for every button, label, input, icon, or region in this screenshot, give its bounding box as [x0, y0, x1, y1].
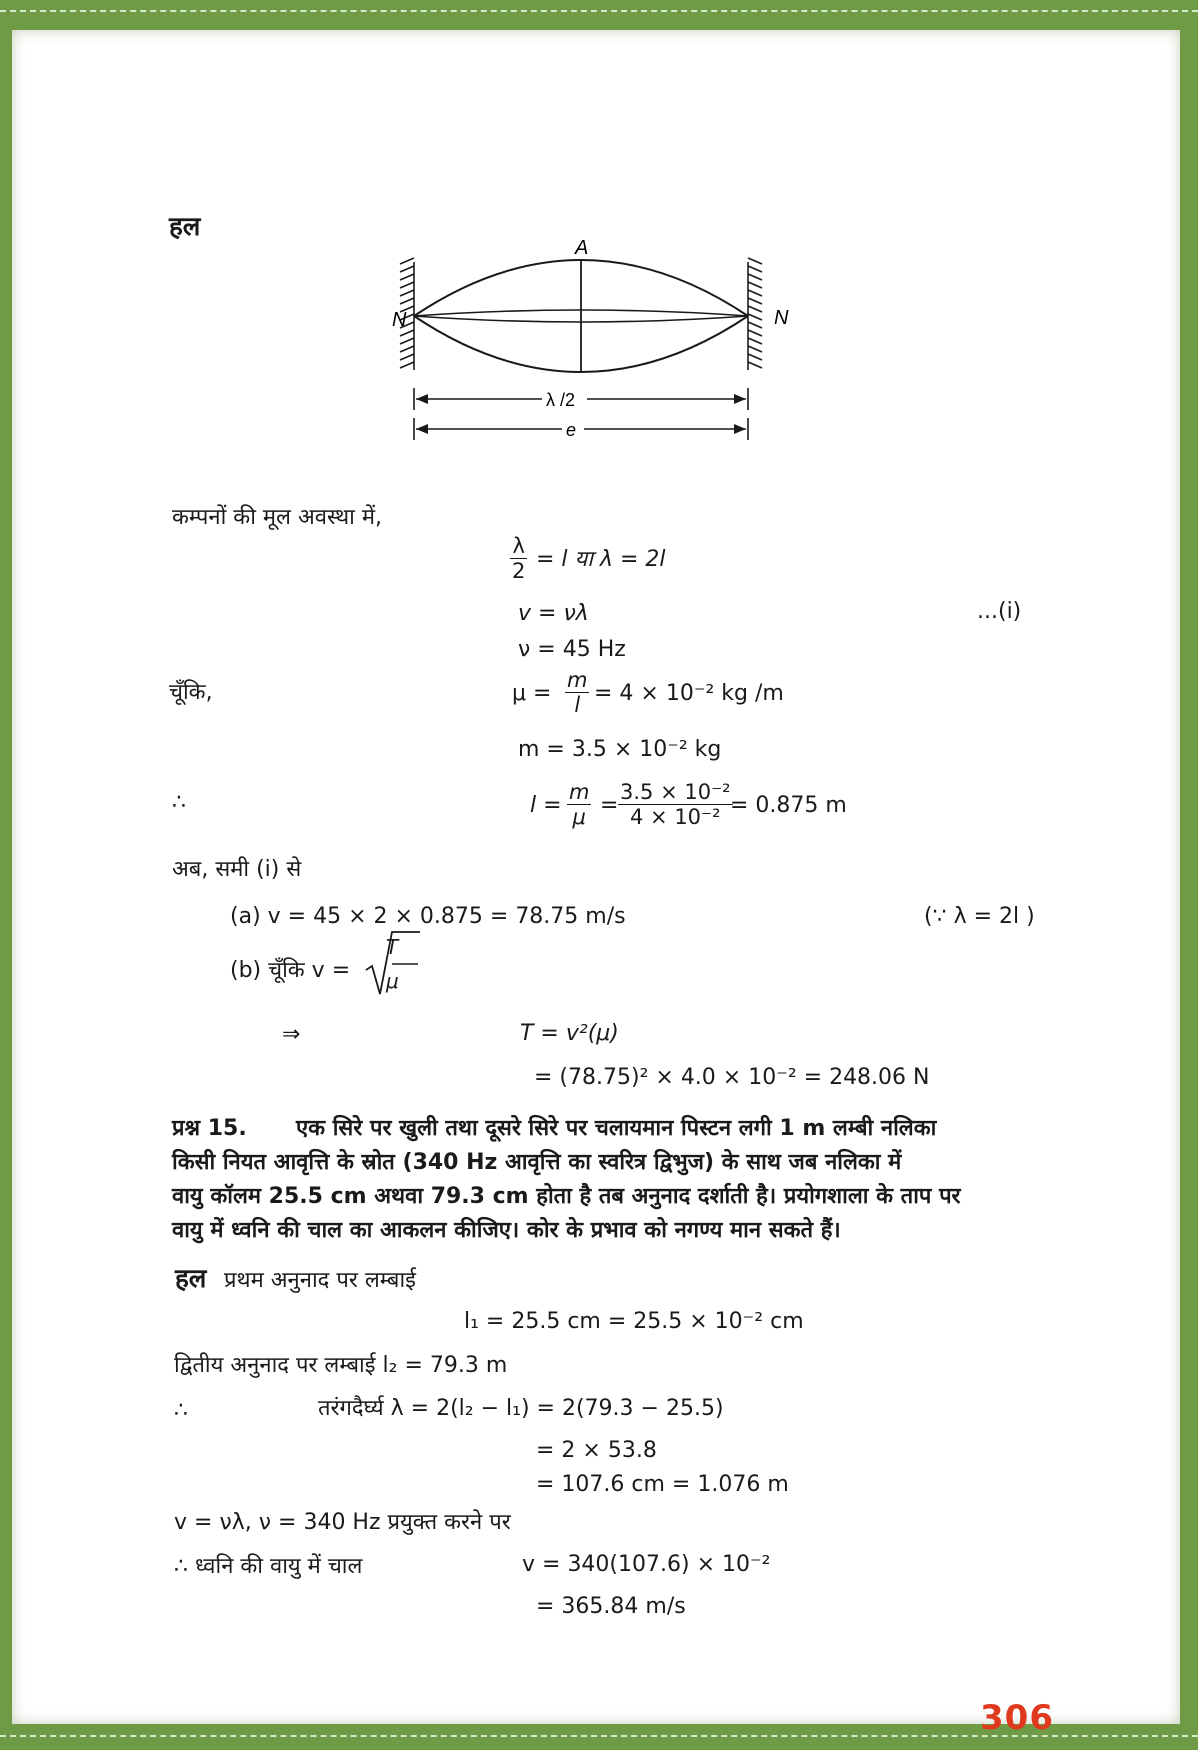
eq-ref-i: ...(i) — [977, 599, 1022, 624]
first-resonance-text: प्रथम अनुनाद पर लम्बाई — [224, 1268, 416, 1293]
mu-fraction: $\frac{m}{l}$ — [567, 668, 588, 717]
question-15-label: प्रश्न 15. — [172, 1116, 247, 1141]
label-antinode: A — [575, 237, 589, 259]
implies-symbol: ⇒ — [282, 1022, 301, 1047]
fundamental-mode-text: कम्पनों की मूल अवस्था में, — [172, 505, 383, 530]
eq-wavelength-2: = 2 × 53.8 — [536, 1438, 657, 1463]
therefore-symbol-2: ∴ — [174, 1398, 188, 1423]
solution-2-heading: हल — [175, 1264, 207, 1294]
lambda-fraction: $\frac{\lambda}{2}$ — [512, 534, 526, 583]
l-fraction-2: $\frac{\text{3.5 × 10⁻²}}{\text{4 × 10⁻²}}$ — [620, 780, 731, 829]
label-node-right: N — [774, 307, 789, 329]
eq-lambda: = l या λ = 2l — [536, 547, 666, 572]
eq-tension-value: = (78.75)² × 4.0 × 10⁻² = 248.06 N — [534, 1065, 930, 1090]
label-half-wavelength: λ /2 — [546, 390, 576, 410]
eq-length: = 0.875 m — [730, 793, 847, 818]
sqrt-numerator: T — [386, 935, 399, 959]
second-resonance-text: द्वितीय अनुनाद पर लम्बाई l₂ = 79.3 m — [174, 1353, 508, 1378]
part-a-note: (∵ λ = 2l ) — [924, 904, 1035, 929]
question-15-line-1: एक सिरे पर खुली तथा दूसरे सिरे पर चलायमान पिस्टन लगी 1 m लम्बी नलिका — [296, 1116, 937, 1141]
equals-sign: = — [600, 793, 619, 818]
eq-tension: T = v²(μ) — [520, 1021, 619, 1046]
eq-wavelength: तरंगदैर्घ्य λ = 2(l₂ − l₁) = 2(79.3 − 25.5) — [318, 1396, 724, 1421]
l-fraction-1: $\frac{m}{\mu}$ — [569, 780, 590, 829]
label-length: e — [566, 420, 577, 440]
since-text: चूँकि, — [169, 680, 213, 705]
eq-speed-value: = 365.84 m/s — [536, 1594, 686, 1619]
page-sheet — [12, 30, 1180, 1738]
question-15-line-2: किसी नियत आवृत्ति के स्रोत (340 Hz आवृत्ति का स्वरित्र द्विभुज) के साथ जब नलिका में — [172, 1150, 902, 1175]
standing-wave-diagram — [392, 212, 792, 442]
speed-label: ∴ ध्वनि की वायु में चाल — [174, 1554, 363, 1579]
right-wall — [748, 258, 762, 370]
question-15-line-4: वायु में ध्वनि की चाल का आकलन कीजिए। कोर के प्रभाव को नगण्य मान सकते हैं। — [172, 1218, 841, 1243]
part-a: (a) v = 45 × 2 × 0.875 = 78.75 m/s — [230, 904, 626, 929]
eq-mu-prefix: μ = — [512, 681, 552, 706]
solution-heading: हल — [169, 212, 201, 242]
eq-mu: = 4 × 10⁻² kg /m — [594, 681, 784, 706]
using-formula-text: v = νλ, ν = 340 Hz प्रयुक्त करने पर — [174, 1510, 511, 1535]
part-b: (b) चूँकि v = — [230, 958, 351, 983]
label-node-left: N — [392, 309, 407, 331]
sqrt-denominator: μ — [386, 969, 399, 993]
eq-l-prefix: l = — [530, 793, 562, 818]
eq-velocity: v = νλ — [518, 601, 589, 626]
now-from-eq: अब, समी (i) से — [172, 857, 302, 882]
eq-speed: v = 340(107.6) × 10⁻² — [522, 1552, 771, 1577]
eq-l1: l₁ = 25.5 cm = 25.5 × 10⁻² cm — [464, 1309, 804, 1334]
eq-frequency: ν = 45 Hz — [518, 637, 626, 662]
question-15-line-3: वायु कॉलम 25.5 cm अथवा 79.3 cm होता है तब अनुनाद दर्शाती है। प्रयोगशाला के ताप पर — [172, 1184, 961, 1209]
therefore-symbol: ∴ — [172, 790, 186, 815]
top-dashed-border — [0, 10, 1198, 12]
eq-wavelength-3: = 107.6 cm = 1.076 m — [536, 1472, 789, 1497]
page-number: 306 — [980, 1698, 1054, 1738]
eq-mass: m = 3.5 × 10⁻² kg — [518, 737, 722, 762]
